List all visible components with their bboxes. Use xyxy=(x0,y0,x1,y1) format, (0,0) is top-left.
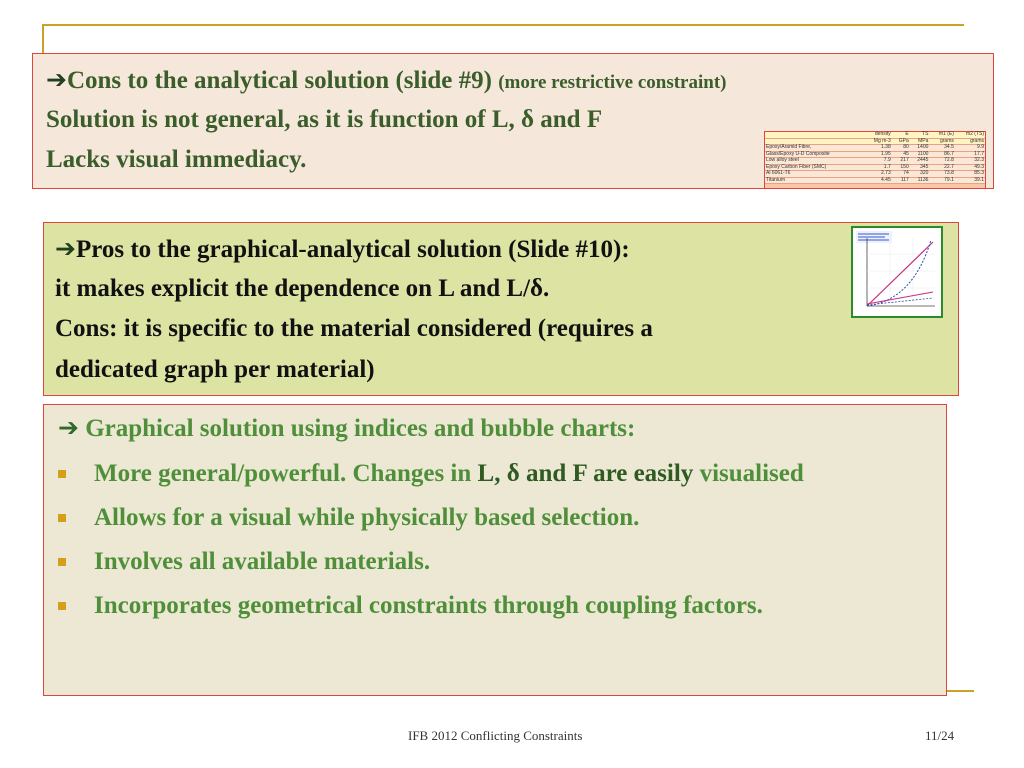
list-item: Involves all available materials. xyxy=(58,546,938,578)
table-cell: 2.73 xyxy=(863,171,891,178)
table-cell: density xyxy=(863,132,891,138)
table-cell: 117 xyxy=(892,177,910,184)
table-cell: 17.7 xyxy=(955,151,985,158)
table-cell: 320 xyxy=(910,171,930,178)
table-cell: Mg m-3 xyxy=(863,138,891,145)
table-cell: 1.95 xyxy=(863,151,891,158)
table-cell: 74 xyxy=(892,171,910,178)
pros-graphical-line4: dedicated graph per material) xyxy=(55,356,375,383)
list-item: More general/powerful. Changes in L, δ and F are easily visualised xyxy=(58,458,938,490)
top-rule xyxy=(42,24,964,26)
list-item: Incorporates geometrical constraints through coupling factors. xyxy=(58,590,938,622)
table-cell: 2445 xyxy=(910,158,930,165)
table-cell: Epoxy/Aramid Fibre, xyxy=(765,145,863,152)
arrow-right-icon: ➔ xyxy=(58,413,79,442)
table-cell: m2 (TS) xyxy=(955,132,985,138)
graphical-solution-box xyxy=(43,404,947,696)
list-item: Allows for a visual while physically based selection. xyxy=(58,502,938,534)
graph-thumbnail-image xyxy=(853,228,941,316)
table-cell: 79.1 xyxy=(929,177,954,184)
arrow-right-icon: ➔ xyxy=(46,65,67,94)
table-cell: 4.45 xyxy=(863,177,891,184)
table-cell: Epoxy Carbon Fiber (SMC) xyxy=(765,164,863,171)
table-cell: grams xyxy=(955,138,985,145)
cons-analytical-line3: Lacks visual immediacy. xyxy=(46,146,307,173)
bullet-square-icon xyxy=(58,470,66,478)
table-cell: 1136 xyxy=(910,177,930,184)
table-cell: 22.7 xyxy=(929,164,954,171)
table-cell: m1 (E) xyxy=(929,132,954,138)
table-cell: 7.9 xyxy=(863,158,891,165)
table-cell: 1100 xyxy=(910,151,930,158)
table-cell: 345 xyxy=(910,164,930,171)
table-cell: grams xyxy=(929,138,954,145)
table-cell: 45 xyxy=(892,151,910,158)
table-cell: 72.8 xyxy=(929,158,954,165)
cons-analytical-heading: ➔Cons to the analytical solution (slide #9) (more restrictive constraint) xyxy=(46,65,727,94)
graph-thumbnail xyxy=(851,226,943,318)
table-cell: MPa xyxy=(910,138,930,145)
material-table xyxy=(765,132,985,184)
cons-analytical-line2: Solution is not general, as it is function of L, δ and F xyxy=(46,106,603,133)
table-cell: 34.5 xyxy=(929,145,954,152)
table-cell: 80 xyxy=(892,145,910,152)
table-cell: 86.7 xyxy=(929,151,954,158)
table-cell: E xyxy=(892,132,910,138)
table-cell: Titanium xyxy=(765,177,863,184)
footer-title: IFB 2012 Conflicting Constraints xyxy=(408,728,583,743)
table-cell: 1.38 xyxy=(863,145,891,152)
pros-graphical-line3: Cons: it is specific to the material considered (requires a xyxy=(55,315,653,342)
table-cell: 1400 xyxy=(910,145,930,152)
bullet-square-icon xyxy=(58,602,66,610)
bullet-list xyxy=(58,458,938,634)
bullet-square-icon xyxy=(58,514,66,522)
table-cell: 1.7 xyxy=(863,164,891,171)
table-cell: 9.9 xyxy=(955,145,985,152)
table-cell: 217 xyxy=(892,158,910,165)
table-cell: 39.1 xyxy=(955,177,985,184)
table-cell: 49.3 xyxy=(955,164,985,171)
table-cell: 32.3 xyxy=(955,158,985,165)
pros-graphical-heading: ➔Pros to the graphical-analytical solution (Slide #10): xyxy=(55,234,630,263)
table-cell: TS xyxy=(910,132,930,138)
table-row xyxy=(765,177,985,184)
left-rule xyxy=(42,24,44,54)
bullet-square-icon xyxy=(58,558,66,566)
table-cell: 73.8 xyxy=(929,171,954,178)
table-cell: Low alloy steel xyxy=(765,158,863,165)
table-cell: GPa xyxy=(892,138,910,145)
page-number: 11/24 xyxy=(925,728,955,743)
table-cell: Glass/Epoxy U-D Composite xyxy=(765,151,863,158)
graphical-solution-heading: ➔ Graphical solution using indices and bubble charts: xyxy=(58,413,636,442)
table-cell: 150 xyxy=(892,164,910,171)
table-cell: Al 6061-T6 xyxy=(765,171,863,178)
table-cell: 85.3 xyxy=(955,171,985,178)
pros-graphical-box xyxy=(43,222,959,396)
material-table-thumbnail xyxy=(764,131,986,189)
pros-graphical-line2: it makes explicit the dependence on L and L/δ. xyxy=(55,275,550,302)
arrow-right-icon: ➔ xyxy=(55,234,76,263)
